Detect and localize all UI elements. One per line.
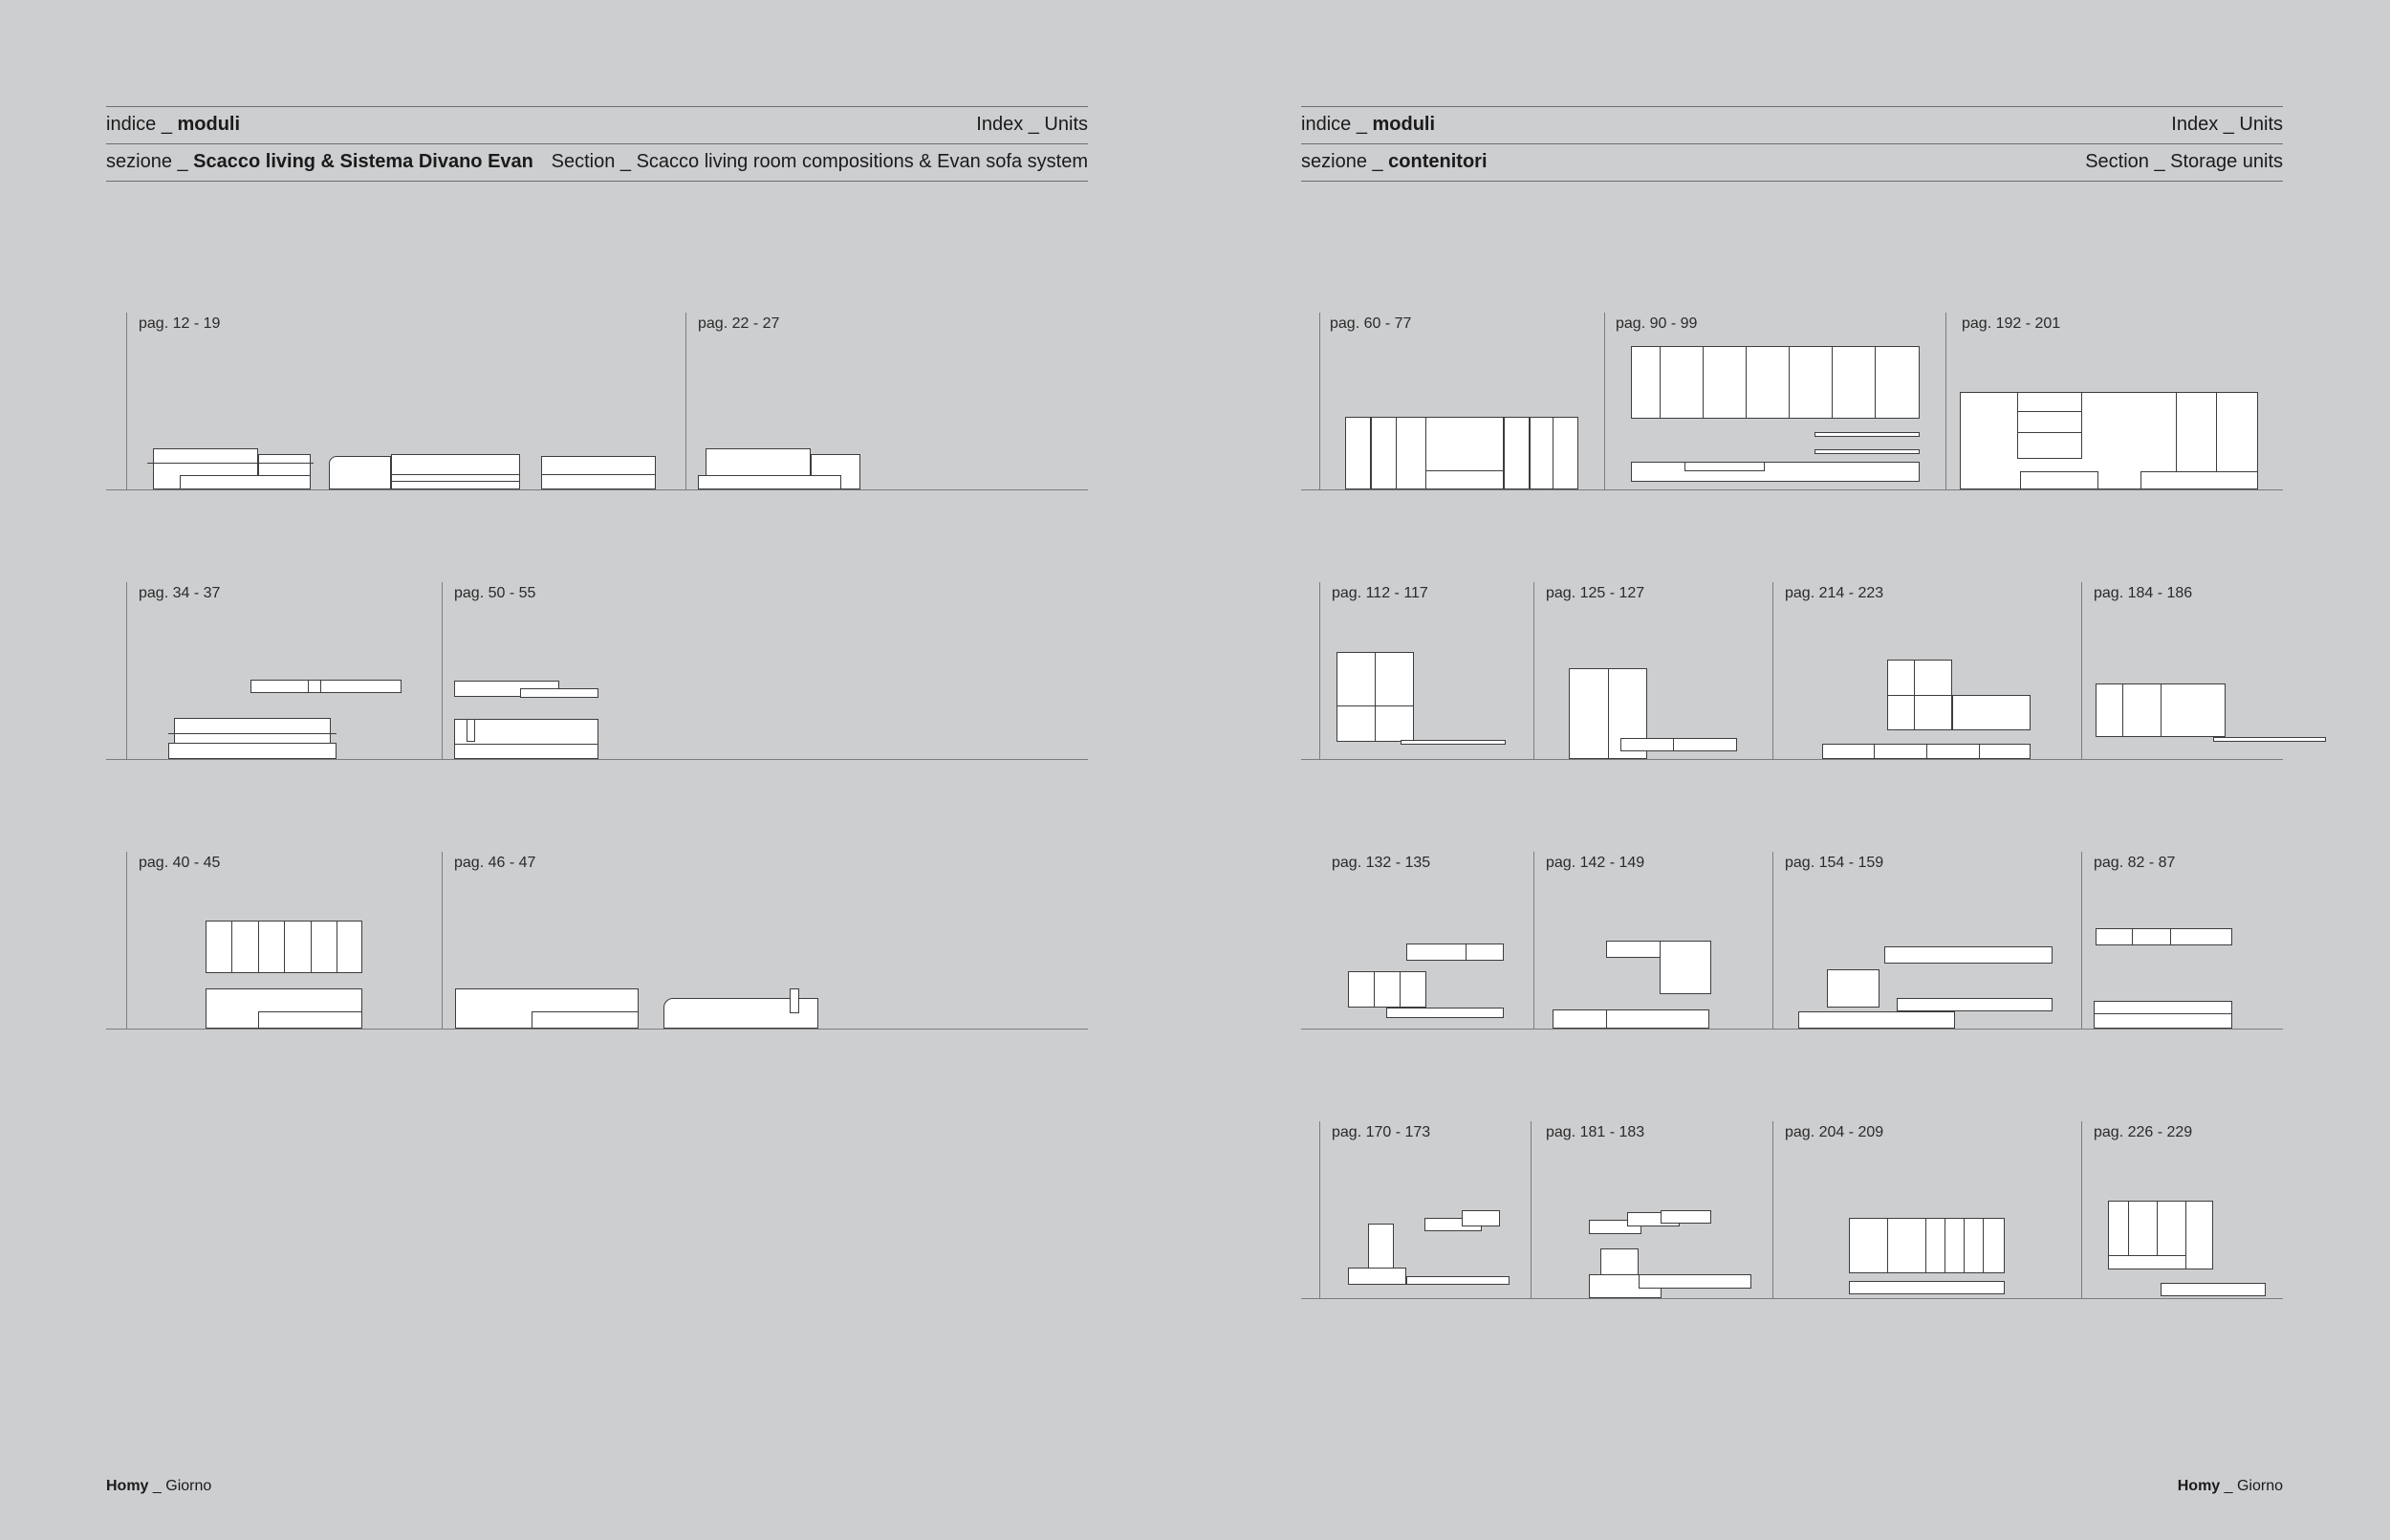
panel-divider — [1533, 852, 1534, 1029]
section-title-en: Section _ Scacco living room compositions & Evan sofa system — [551, 151, 1088, 172]
page-ref-label: pag. 204 - 209 — [1785, 1124, 1884, 1140]
page-ref-label: pag. 40 - 45 — [139, 855, 221, 871]
panel-divider — [1531, 1121, 1532, 1298]
panel-divider — [685, 313, 686, 489]
page-ref-label: pag. 12 - 19 — [139, 315, 221, 332]
header-rule-top — [106, 106, 1088, 107]
row-baseline — [106, 1029, 1088, 1030]
page-ref-label: pag. 60 - 77 — [1330, 315, 1412, 332]
section-title-en: Section _ Storage units — [2085, 151, 2283, 172]
panel-divider — [126, 582, 127, 759]
row-baseline — [1301, 1029, 2283, 1030]
panel-divider — [1319, 1121, 1320, 1298]
panel-divider — [2081, 582, 2082, 759]
page-ref-label: pag. 226 - 229 — [2094, 1124, 2193, 1140]
row-baseline — [106, 489, 1088, 490]
index-title: indice _ moduli — [106, 114, 241, 135]
row-baseline — [106, 759, 1088, 760]
panel-divider — [126, 313, 127, 489]
panel-divider — [442, 852, 443, 1029]
page-ref-label: pag. 50 - 55 — [454, 585, 536, 601]
page-ref-label: pag. 82 - 87 — [2094, 855, 2176, 871]
page-ref-label: pag. 192 - 201 — [1962, 315, 2061, 332]
page-ref-label: pag. 112 - 117 — [1332, 585, 1428, 601]
footer-brand: Homy _ Giorno — [106, 1478, 212, 1494]
page-ref-label: pag. 184 - 186 — [2094, 585, 2193, 601]
panel-divider — [1604, 313, 1605, 489]
index-title-en: Index _ Units — [976, 114, 1088, 135]
panel-divider — [1319, 582, 1320, 759]
row-baseline — [1301, 489, 2283, 490]
page-ref-label: pag. 181 - 183 — [1546, 1124, 1645, 1140]
page-ref-label: pag. 22 - 27 — [698, 315, 780, 332]
page-ref-label: pag. 142 - 149 — [1546, 855, 1645, 871]
panel-divider — [2081, 852, 2082, 1029]
panel-divider — [1772, 582, 1773, 759]
panel-divider — [126, 852, 127, 1029]
page-ref-label: pag. 132 - 135 — [1332, 855, 1431, 871]
header-rule-top — [1301, 106, 2283, 107]
header-rule-bottom — [1301, 181, 2283, 182]
panel-divider — [1772, 1121, 1773, 1298]
section-title: sezione _ Scacco living & Sistema Divano Evan — [106, 151, 533, 172]
page-ref-label: pag. 46 - 47 — [454, 855, 536, 871]
index-title: indice _ moduli — [1301, 114, 1436, 135]
panel-divider — [1319, 313, 1320, 489]
header-rule-middle — [106, 143, 1088, 144]
page-ref-label: pag. 214 - 223 — [1785, 585, 1884, 601]
page-ref-label: pag. 90 - 99 — [1616, 315, 1698, 332]
index-title-en: Index _ Units — [2171, 114, 2283, 135]
footer-brand: Homy _ Giorno — [2177, 1478, 2283, 1494]
page-ref-label: pag. 34 - 37 — [139, 585, 221, 601]
right-page — [1195, 0, 2390, 1540]
panel-divider — [1772, 852, 1773, 1029]
header-rule-bottom — [106, 181, 1088, 182]
panel-divider — [2081, 1121, 2082, 1298]
page-ref-label: pag. 154 - 159 — [1785, 855, 1884, 871]
panel-divider — [442, 582, 443, 759]
row-baseline — [1301, 1298, 2283, 1299]
header-rule-middle — [1301, 143, 2283, 144]
section-title: sezione _ contenitori — [1301, 151, 1488, 172]
row-baseline — [1301, 759, 2283, 760]
panel-divider — [1533, 582, 1534, 759]
page-ref-label: pag. 170 - 173 — [1332, 1124, 1431, 1140]
panel-divider — [1945, 313, 1946, 489]
page-ref-label: pag. 125 - 127 — [1546, 585, 1645, 601]
